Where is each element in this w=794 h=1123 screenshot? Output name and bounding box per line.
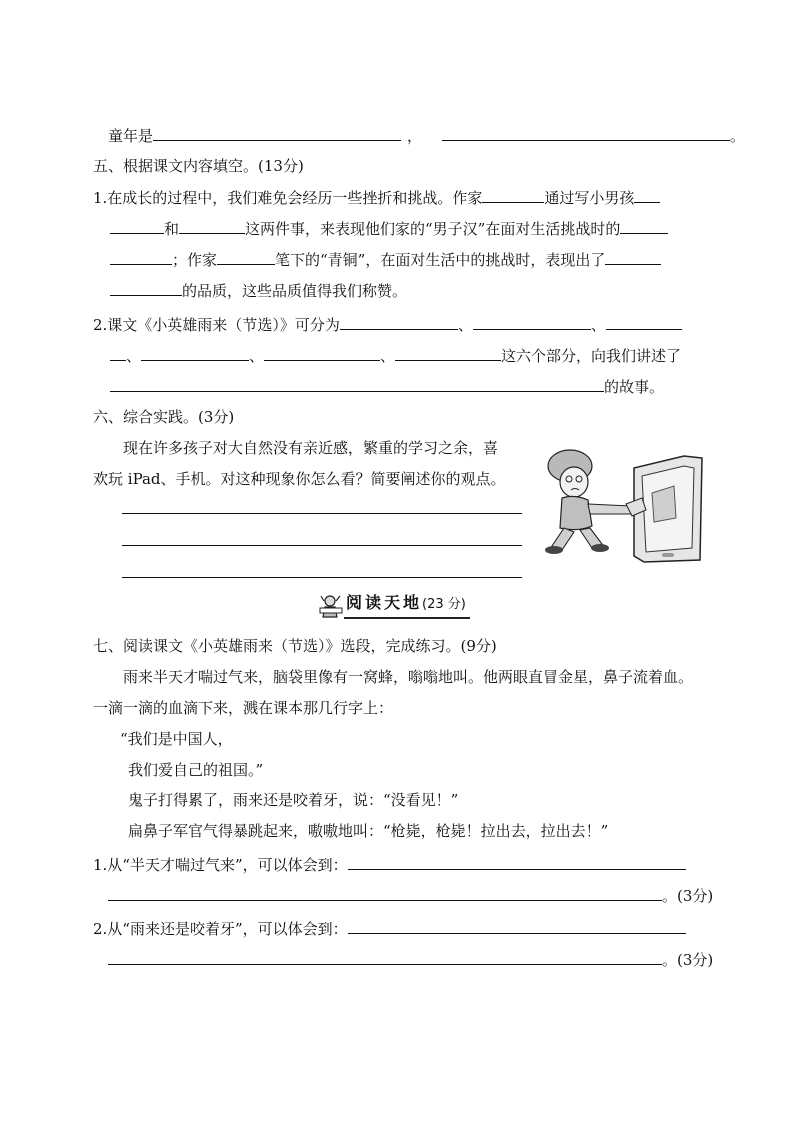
s5-q1-blank-trait1b[interactable]: [110, 248, 172, 265]
s5-q1-line4: [110, 279, 407, 301]
s5-q1-blank-author2[interactable]: [217, 248, 275, 265]
s5-q2-blank-part2[interactable]: [473, 313, 591, 330]
s5-q2-blank-part3b[interactable]: [110, 344, 126, 361]
s5-q2-blank-part1[interactable]: [340, 313, 458, 330]
s5-q1-line1: [93, 186, 660, 208]
s7-q1-blank-1[interactable]: [348, 853, 686, 870]
s5-q1-blank-event1a[interactable]: [634, 186, 660, 203]
s5-q1-text-f: 笔下的“青铜”，在面对生活中的挑战时，表现出了: [275, 251, 606, 269]
s7-passage-p1-line2: 一滴一滴的血滴下来，溅在课本那几行字上：: [93, 699, 394, 717]
banner-title-text: 阅读天地: [346, 593, 423, 612]
s5-q1-line3: [110, 248, 661, 270]
s6-prompt-line2: 欢玩 iPad、手机。对这种现象你怎么看？简要阐述你的观点。: [93, 470, 506, 488]
s5-q2-sep: 、: [590, 316, 606, 334]
s5-q2-line1: [93, 313, 682, 335]
s5-q1-blank-trait1a[interactable]: [620, 217, 668, 234]
s5-q2-blank-story[interactable]: [110, 375, 604, 392]
s5-q2-line2: [110, 344, 681, 366]
childhood-prefix: 童年是: [108, 127, 154, 145]
s5-q1-text-e: ；作家: [172, 251, 218, 269]
s5-q1-text-d: 这两件事，来表现他们家的“男子汉”在面对生活挑战时的: [245, 220, 621, 238]
s5-q1-blank-trait2a[interactable]: [605, 248, 661, 265]
s5-q2-sep: 、: [457, 316, 473, 334]
s5-q2-blank-part5[interactable]: [264, 344, 380, 361]
s7-passage-quote2: 我们爱自己的祖国。”: [128, 761, 264, 779]
s7-q1-blank-2[interactable]: [108, 884, 662, 901]
s7-q1-line2: [108, 884, 713, 906]
s7-passage-p2: 鬼子打得累了，雨来还是咬着牙，说：“没看见！”: [128, 791, 459, 809]
childhood-end: 。: [730, 127, 746, 145]
reading-mascot-icon: [318, 593, 344, 619]
s7-q1-line1: [93, 853, 686, 875]
childhood-separator: ，: [407, 127, 423, 145]
s7-passage-quote1: “我们是中国人，: [120, 730, 233, 748]
s5-q2-line3: [110, 375, 664, 397]
s7-q2-score: 。(3分): [662, 951, 714, 969]
s7-q2-blank-1[interactable]: [348, 917, 686, 934]
s7-q2-blank-2[interactable]: [108, 948, 662, 965]
s6-answer-line-1[interactable]: [122, 513, 522, 514]
s6-answer-line-3[interactable]: [122, 577, 522, 578]
s7-q2-text: 2.从“雨来还是咬着牙”，可以体会到：: [93, 920, 348, 938]
s7-q2-line1: [93, 917, 686, 939]
s5-q1-blank-trait2b[interactable]: [110, 279, 182, 296]
s5-q1-blank-author1[interactable]: [482, 186, 544, 203]
s5-q1-blank-event1b[interactable]: [110, 217, 164, 234]
s5-q1-text-a: 1.在成长的过程中，我们难免会经历一些挫折和挑战。作家: [93, 189, 483, 207]
s7-q1-score: 。(3分): [662, 887, 714, 905]
s5-q2-sep: 、: [126, 347, 142, 365]
s7-q2-line2: [108, 948, 713, 970]
s5-q1-line2: [110, 217, 668, 239]
banner-title: [344, 592, 470, 619]
section7-heading: 七、阅读课文《小英雄雨来（节选）》选段，完成练习。(9分): [93, 637, 497, 655]
s6-answer-line-2[interactable]: [122, 545, 522, 546]
s5-q2-text-b: 这六个部分，向我们讲述了: [501, 347, 682, 365]
woman-phone-illustration: [534, 448, 714, 572]
s7-passage-p1-line1: 雨来半天才喘过气来，脑袋里像有一窝蜂，嗡嗡地叫。他两眼直冒金星，鼻子流着血。: [123, 668, 694, 686]
s5-q1-text-c: 和: [164, 220, 180, 238]
s5-q2-blank-part3a[interactable]: [606, 313, 682, 330]
s6-prompt-line1: 现在许多孩子对大自然没有亲近感，繁重的学习之余，喜: [123, 439, 499, 457]
woman-figure: [545, 450, 646, 554]
s5-q2-sep: 、: [380, 347, 396, 365]
s7-passage-p3: 扁鼻子军官气得暴跳起来，嗷嗷地叫：“枪毙，枪毙！拉出去，拉出去！”: [128, 822, 609, 840]
s7-q1-text: 1.从“半天才喘过气来”，可以体会到：: [93, 856, 348, 874]
reading-section-banner: [318, 593, 470, 619]
s5-q2-blank-part6[interactable]: [395, 344, 501, 361]
childhood-fill-line: [108, 124, 745, 146]
childhood-blank-2[interactable]: [442, 124, 730, 141]
childhood-blank-1[interactable]: [153, 124, 401, 141]
banner-score: (23 分): [422, 597, 466, 612]
s5-q2-text-a: 2.课文《小英雄雨来（节选）》可分为: [93, 316, 340, 334]
s5-q2-text-c: 的故事。: [604, 378, 665, 396]
s5-q1-text-g: 的品质，这些品质值得我们称赞。: [182, 282, 408, 300]
s5-q1-text-b: 通过写小男孩: [544, 189, 635, 207]
section6-heading: 六、综合实践。(3分): [93, 408, 235, 426]
s5-q2-blank-part4[interactable]: [141, 344, 249, 361]
s5-q2-sep: 、: [249, 347, 265, 365]
s5-q1-blank-event2[interactable]: [179, 217, 245, 234]
section5-heading: 五、根据课文内容填空。(13分): [93, 157, 304, 175]
